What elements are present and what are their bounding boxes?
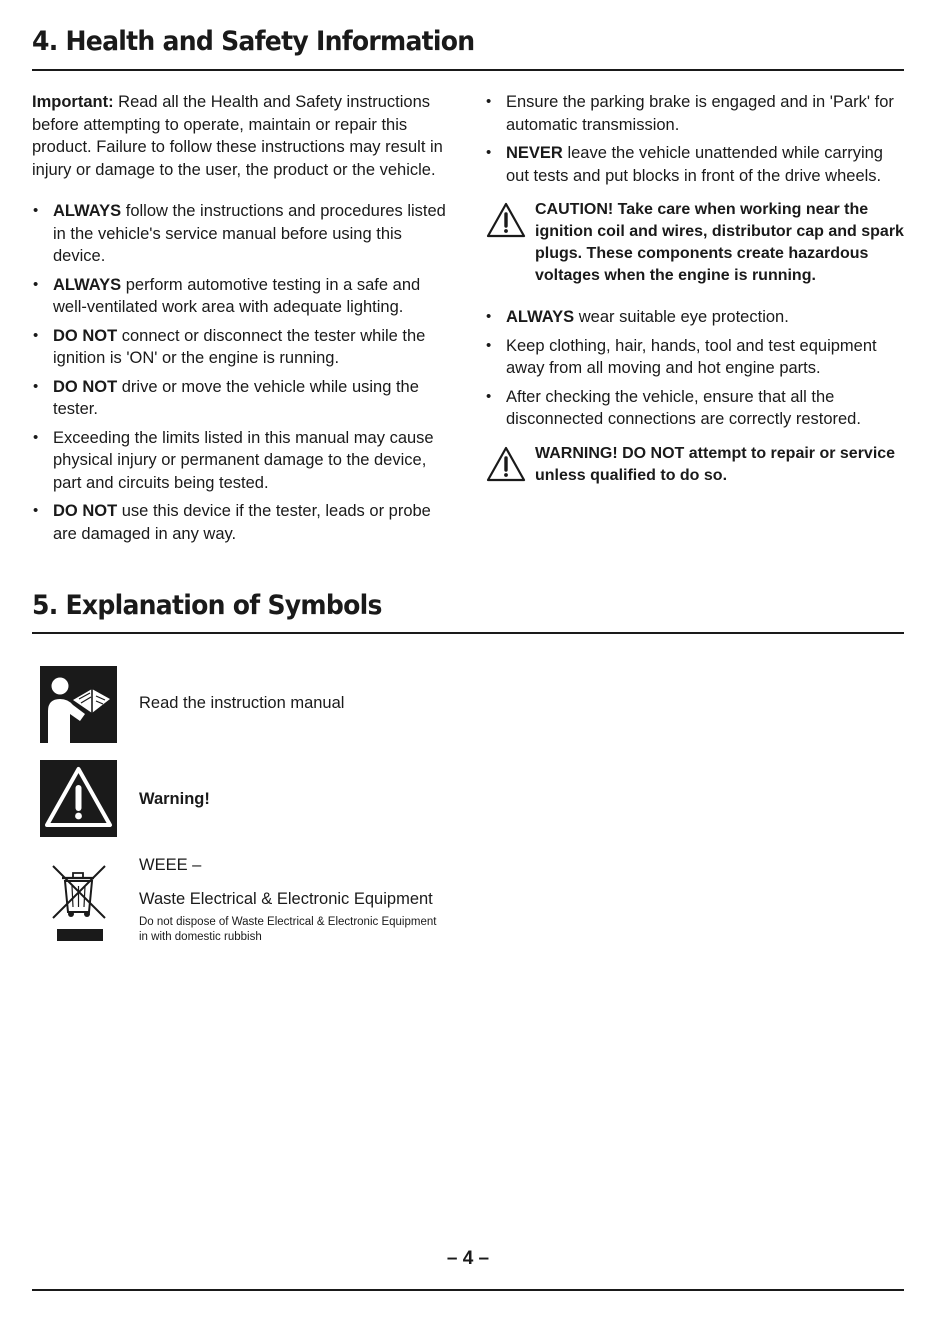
list-item — [485, 306, 905, 329]
warning-triangle-icon — [40, 760, 117, 837]
caution-notice — [485, 199, 905, 287]
section5-title: 5. Explanation of Symbols — [32, 590, 382, 621]
list-item — [485, 335, 905, 380]
weee-full-label: Waste Electrical & Electronic Equipment — [139, 890, 433, 908]
section4-right-column — [485, 91, 905, 487]
list-item — [32, 200, 452, 268]
item-keyword: NEVER — [506, 144, 563, 162]
crossed-bin-icon — [40, 856, 117, 942]
section4-left-column — [32, 91, 452, 545]
item-keyword: ALWAYS — [506, 308, 575, 326]
warning-label: Warning! — [139, 790, 210, 808]
item-keyword: DO NOT — [53, 502, 118, 520]
page-number: – 4 – — [446, 1248, 490, 1269]
item-text: perform automotive testing in a safe and well-ventilated work area with adequate lighting. — [53, 275, 421, 316]
section4-rule — [32, 69, 904, 71]
item-text: leave the vehicle unattended while carrying out tests and put blocks in front of the drive wheels. — [506, 144, 883, 185]
warning-notice — [485, 443, 905, 487]
footer-rule — [32, 1289, 904, 1291]
caution-text: CAUTION! Take care when working near the ignition coil and wires, distributor cap and spark plugs. These components create hazardous voltages when the engine is running. — [535, 201, 904, 284]
item-keyword: ALWAYS — [53, 202, 122, 220]
item-text: drive or move the vehicle while using the tester. — [53, 377, 419, 418]
section5-rule — [32, 632, 904, 634]
read-manual-icon — [40, 666, 117, 743]
list-item — [32, 376, 452, 421]
intro-paragraph — [32, 91, 452, 181]
list-item — [485, 386, 905, 431]
weee-note-line2: in with domestic rubbish — [139, 931, 262, 943]
weee-label: WEEE – — [139, 856, 202, 874]
item-text: After checking the vehicle, ensure that all the disconnected connections are correctly restored. — [506, 387, 861, 428]
manual-label: Read the instruction manual — [139, 694, 345, 712]
warning-text: WARNING! DO NOT attempt to repair or service unless qualified to do so. — [535, 444, 896, 484]
list-item — [32, 325, 452, 370]
list-item — [32, 427, 452, 495]
intro-label: Important: — [32, 93, 114, 111]
right-bullet-list-b — [485, 306, 905, 431]
warning-triangle-small-icon — [486, 446, 526, 482]
item-text: connect or disconnect the tester while the ignition is 'ON' or the engine is running. — [53, 326, 426, 367]
weee-note-line1: Do not dispose of Waste Electrical & Electronic Equipment — [139, 916, 437, 928]
list-item — [32, 500, 452, 545]
item-keyword: DO NOT — [53, 326, 118, 345]
item-keyword: ALWAYS — [53, 275, 122, 294]
item-text: Exceeding the limits listed in this manual may cause physical injury or permanent damage to the device, part and circuits being tested. — [53, 428, 434, 492]
item-text: follow the instructions and procedures listed in the vehicle's service manual before using this device. — [53, 202, 446, 265]
item-keyword: DO NOT — [53, 377, 118, 396]
section4-title: 4. Health and Safety Information — [32, 26, 475, 57]
list-item — [485, 91, 905, 136]
list-item — [485, 142, 905, 187]
caution-triangle-icon — [486, 202, 526, 238]
right-bullet-list-a — [485, 91, 905, 187]
item-text: Keep clothing, hair, hands, tool and test equipment away from all moving and hot engine parts. — [506, 336, 877, 377]
left-bullet-list — [32, 200, 452, 545]
item-text: Ensure the parking brake is engaged and in 'Park' for automatic transmission. — [506, 93, 894, 134]
list-item — [32, 274, 452, 319]
item-text: use this device if the tester, leads or probe are damaged in any way. — [53, 502, 431, 543]
intro-text: Read all the Health and Safety instructions before attempting to operate, maintain or repair this product. Failure to follow these instructions may result in injury or damage to the user, the product or the vehicle. — [32, 93, 443, 179]
item-text: wear suitable eye protection. — [574, 308, 789, 326]
